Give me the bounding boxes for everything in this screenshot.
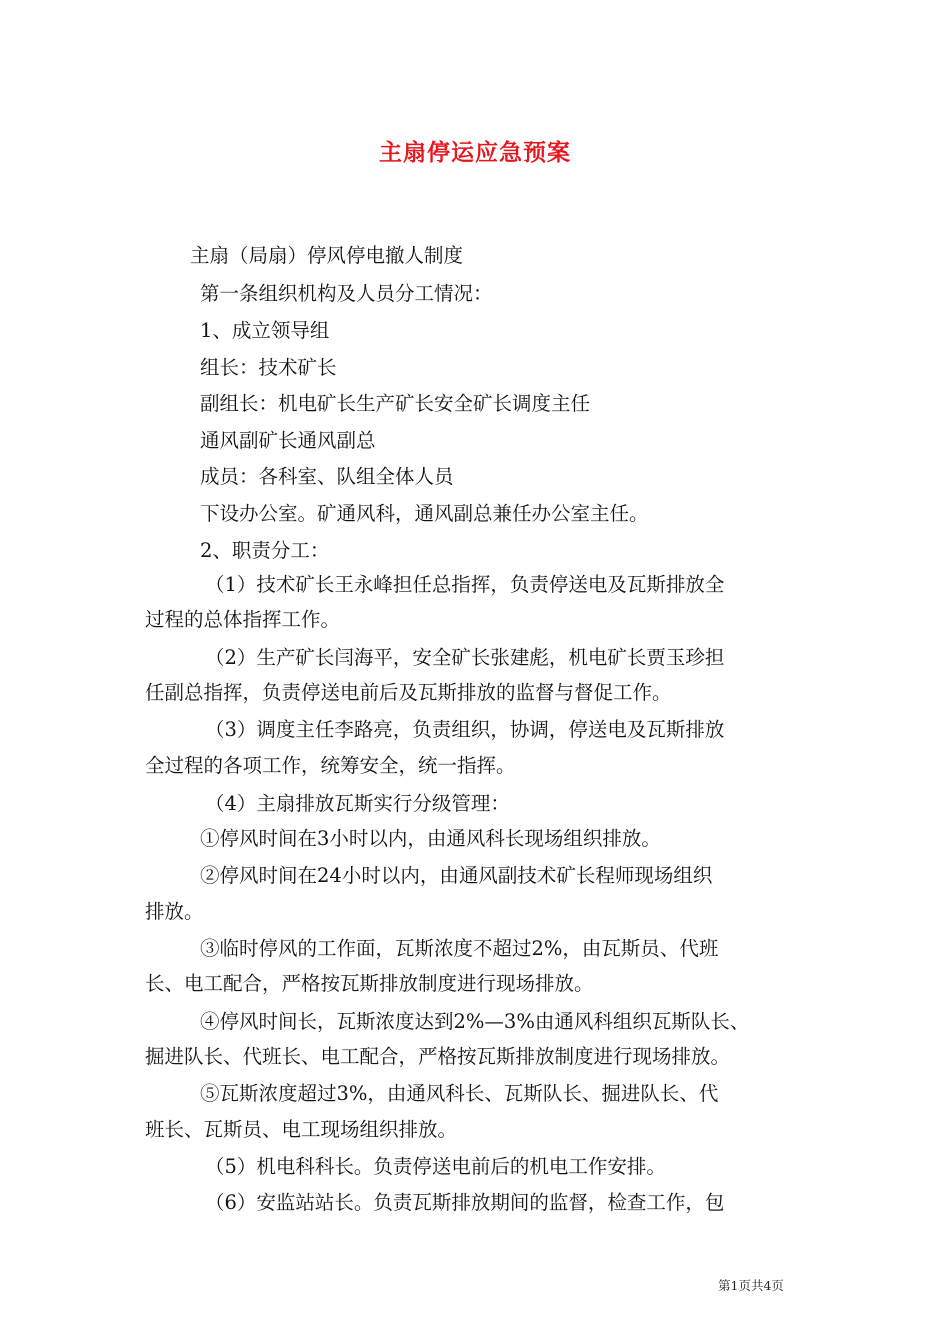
- body-line-11: 过程的总体指挥工作。: [145, 608, 341, 631]
- body-line-9: 2、职责分工：: [200, 539, 330, 562]
- body-line-13: 任副总指挥，负责停送电前后及瓦斯排放的监督与督促工作。: [145, 681, 672, 704]
- body-line-6: 通风副矿长通风副总: [200, 429, 376, 452]
- body-line-12: （2）生产矿长闫海平，安全矿长张建彪，机电矿长贾玉珍担: [205, 646, 725, 669]
- body-line-10: （1）技术矿长王永峰担任总指挥，负责停送电及瓦斯排放全: [205, 573, 725, 596]
- page-number: 第1页共4页: [718, 1278, 784, 1293]
- body-line-15: 全过程的各项工作，统筹安全，统一指挥。: [145, 754, 516, 777]
- body-line-20: ③临时停风的工作面，瓦斯浓度不超过2%，由瓦斯员、代班: [200, 937, 719, 960]
- body-line-17: ①停风时间在3小时以内，由通风科长现场组织排放。: [200, 827, 661, 850]
- body-line-4: 组长：技术矿长: [200, 356, 337, 379]
- body-line-14: （3）调度主任李路亮，负责组织，协调，停送电及瓦斯排放: [205, 718, 725, 741]
- body-line-26: （5）机电科科长。负责停送电前后的机电工作安排。: [205, 1155, 666, 1178]
- body-line-19: 排放。: [145, 900, 204, 923]
- body-line-18: ②停风时间在24小时以内，由通风副技术矿长程师现场组织: [200, 864, 713, 887]
- body-line-23: 掘进队长、代班长、电工配合，严格按瓦斯排放制度进行现场排放。: [145, 1045, 731, 1068]
- body-line-2: 第一条组织机构及人员分工情况：: [200, 282, 493, 305]
- body-line-5: 副组长：机电矿长生产矿长安全矿长调度主任: [200, 392, 591, 415]
- body-line-3: 1、成立领导组: [200, 319, 330, 342]
- body-line-7: 成员：各科室、队组全体人员: [200, 465, 454, 488]
- body-line-22: ④停风时间长，瓦斯浓度达到2%—3%由通风科组织瓦斯队长、: [200, 1010, 750, 1033]
- body-line-8: 下设办公室。矿通风科，通风副总兼任办公室主任。: [200, 502, 649, 525]
- body-line-27: （6）安监站站长。负责瓦斯排放期间的监督，检查工作，包: [205, 1191, 725, 1214]
- body-line-1: 主扇（局扇）停风停电撤人制度: [190, 244, 464, 267]
- document-title: 主扇停运应急预案: [379, 139, 571, 166]
- body-line-24: ⑤瓦斯浓度超过3%，由通风科长、瓦斯队长、掘进队长、代: [200, 1082, 719, 1105]
- body-line-16: （4）主扇排放瓦斯实行分级管理：: [205, 792, 510, 815]
- body-line-21: 长、电工配合，严格按瓦斯排放制度进行现场排放。: [145, 972, 594, 995]
- body-line-25: 班长、瓦斯员、电工现场组织排放。: [145, 1118, 458, 1141]
